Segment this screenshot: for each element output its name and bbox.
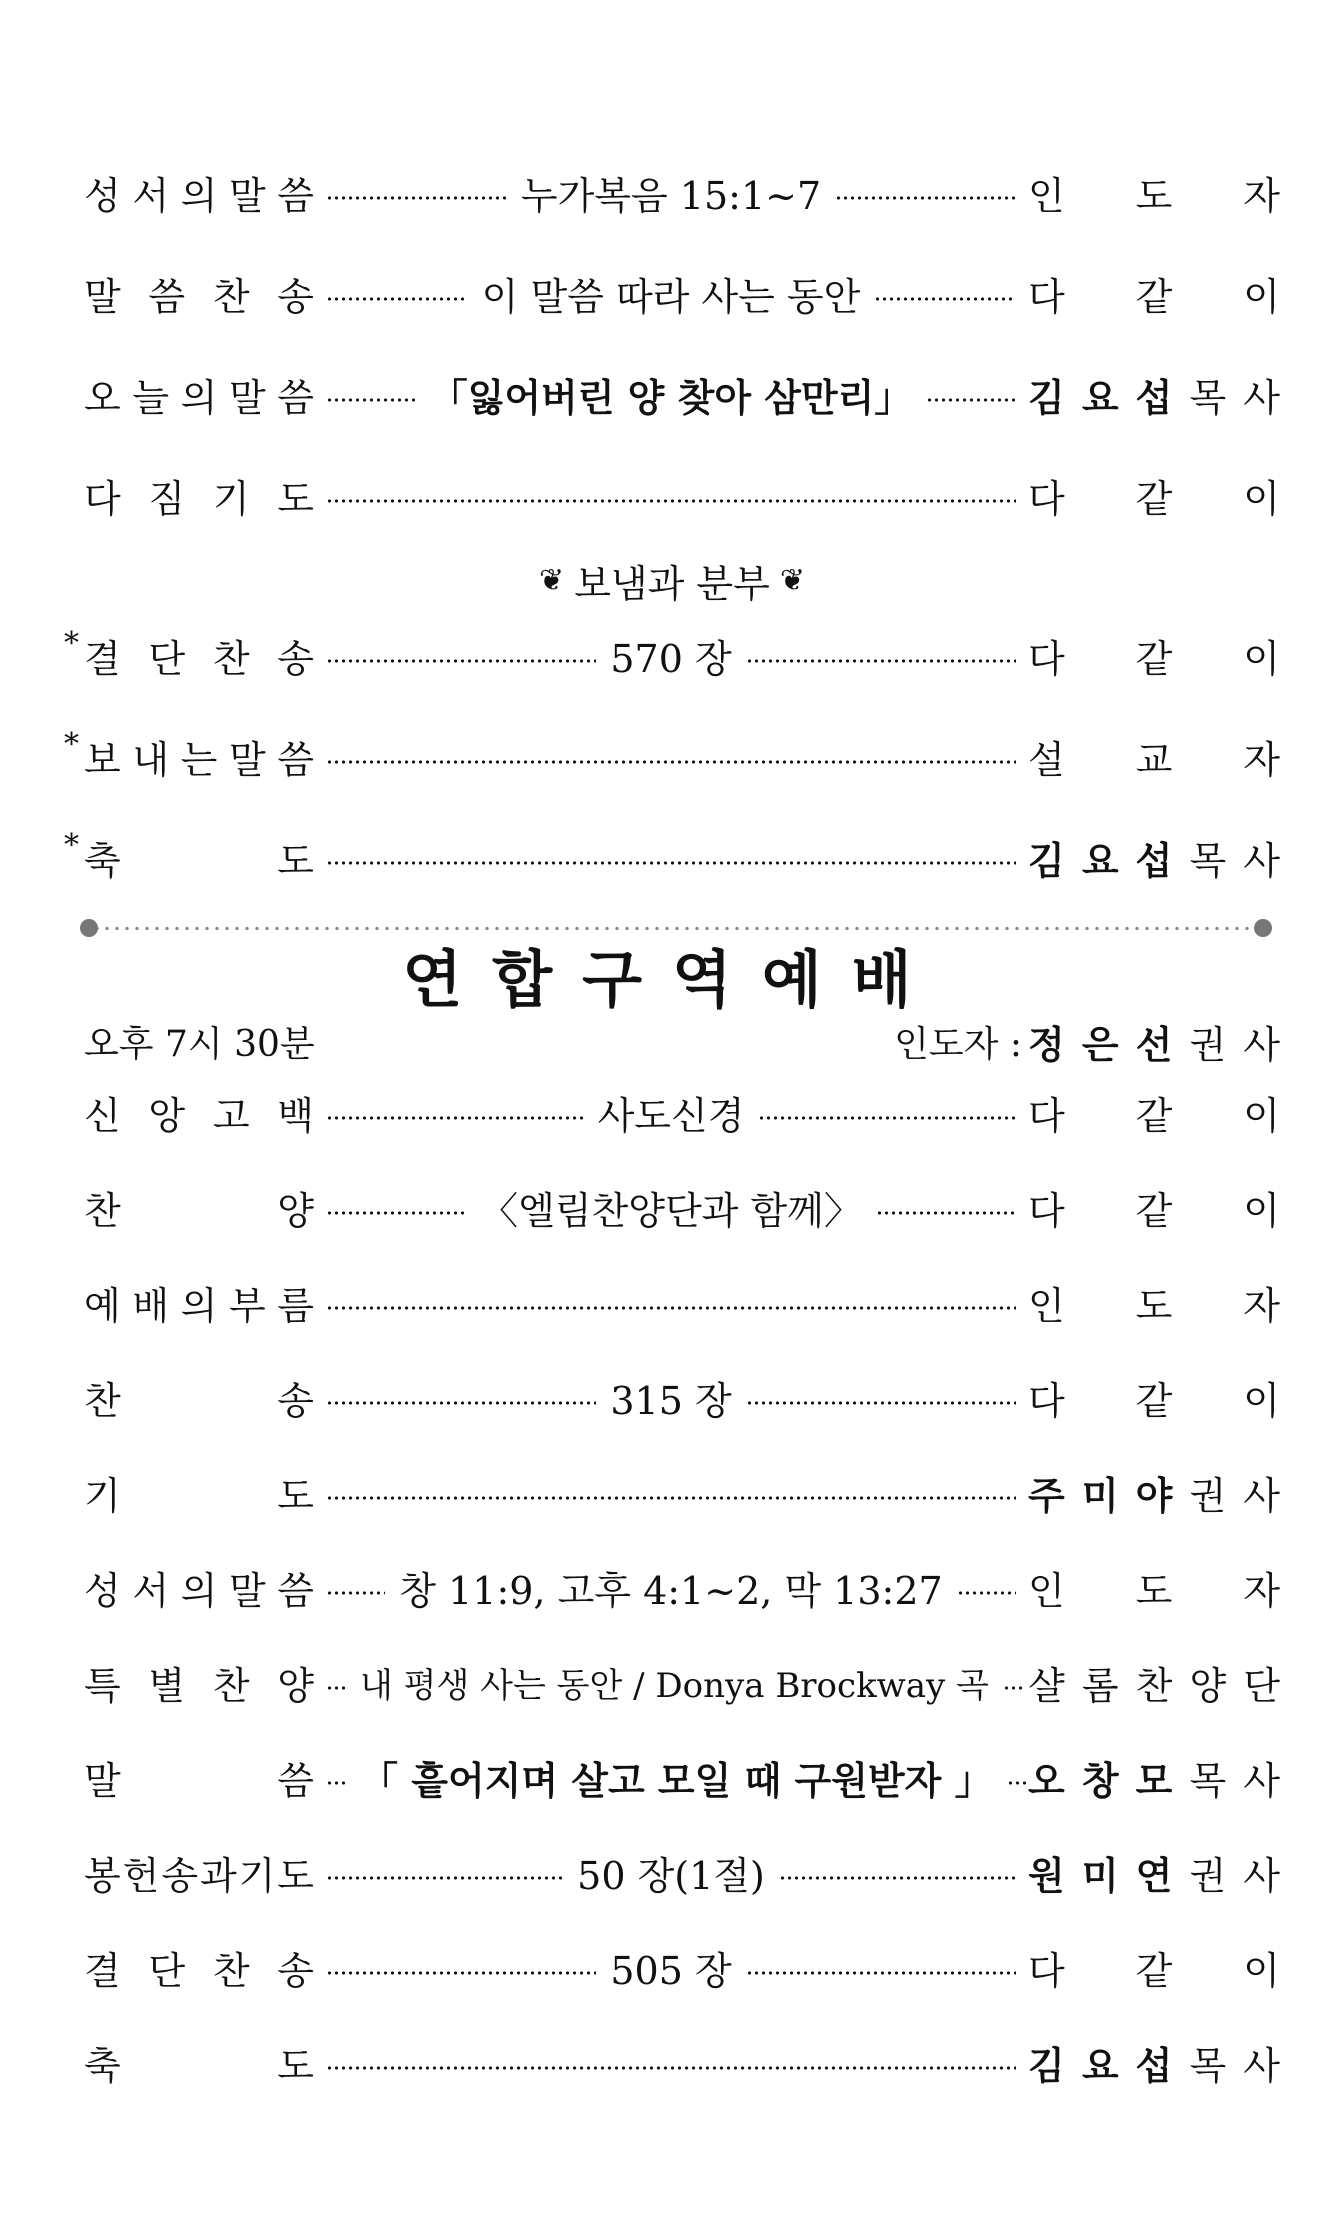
label-char: 서	[132, 1568, 170, 1613]
order-row-leader	[326, 1845, 1016, 1900]
sending-section-header	[0, 550, 1344, 610]
order-row	[84, 1367, 1280, 1427]
order-row-label	[84, 1465, 314, 1520]
order-row-person	[1028, 266, 1280, 321]
order-row-label	[84, 468, 314, 523]
order-row-content: 사도신경	[597, 1093, 745, 1138]
order-row-person	[1028, 729, 1280, 784]
person-char: 도	[1135, 173, 1173, 218]
order-row-leader	[326, 1370, 1016, 1425]
person-char: 자	[1243, 1568, 1280, 1613]
order-row-person	[1028, 1275, 1280, 1330]
order-row-leader	[326, 1658, 1016, 1707]
person-char: 다	[1028, 636, 1065, 681]
person-char: 도	[1135, 1568, 1173, 1613]
person-char: 같	[1135, 1093, 1173, 1138]
person-char: 이	[1243, 274, 1280, 319]
order-row	[84, 364, 1280, 424]
label-char: 서	[132, 173, 170, 218]
person-char: 설	[1028, 737, 1065, 782]
label-char: 양	[277, 1188, 314, 1233]
label-char: 단	[148, 1948, 186, 1993]
dot-leader	[326, 296, 468, 302]
person-char: 같	[1135, 636, 1173, 681]
person-char: 인	[1028, 173, 1065, 218]
person-char: 도	[1135, 1283, 1173, 1328]
label-char: 기	[238, 1853, 276, 1898]
order-row-person	[1028, 1750, 1280, 1805]
order-row-label	[84, 1940, 314, 1995]
divider-right-dot	[1254, 919, 1272, 937]
person-char: 다	[1028, 476, 1065, 521]
dot-leader	[326, 1875, 563, 1881]
label-char: 고	[212, 1093, 250, 1138]
right-ornament-icon: ❦	[779, 562, 805, 598]
order-row	[84, 1937, 1280, 1997]
order-row	[84, 1842, 1280, 1902]
order-row-content: 「 흩어지며 살고 모일 때 구원받자 」	[360, 1758, 993, 1803]
label-char: 성	[84, 1568, 121, 1613]
person-char: 섭	[1135, 2043, 1173, 2088]
person-char: 샬	[1028, 1663, 1065, 1708]
order-row-person	[1028, 1370, 1280, 1425]
order-row-label	[84, 1845, 314, 1900]
label-char: 찬	[212, 636, 250, 681]
dot-leader	[326, 1685, 346, 1691]
person-char: 사	[1243, 1758, 1280, 1803]
order-row	[84, 162, 1280, 222]
order-row-person	[1028, 1655, 1280, 1710]
person-char: 사	[1243, 375, 1280, 420]
label-char: 짐	[148, 476, 186, 521]
label-char: 송	[161, 1853, 199, 1898]
label-char: 의	[180, 1568, 218, 1613]
label-char: 의	[180, 173, 218, 218]
label-char: 신	[84, 1093, 121, 1138]
sending-section-title: 보냄과 분부	[574, 561, 770, 606]
label-char: 씀	[277, 737, 314, 782]
label-char: 의	[180, 375, 218, 420]
person-char: 김	[1028, 2043, 1065, 2088]
person-char: 다	[1028, 1948, 1065, 1993]
left-ornament-icon: ❦	[539, 562, 565, 598]
label-char: 말	[84, 1758, 121, 1803]
person-char: 사	[1243, 1473, 1280, 1518]
label-char: 찬	[212, 274, 250, 319]
order-row-leader	[326, 367, 1016, 422]
order-row-leader	[326, 848, 1016, 866]
label-char: 기	[84, 1473, 121, 1518]
dot-leader	[326, 195, 507, 201]
person-char: 이	[1243, 476, 1280, 521]
person-char: 권	[1189, 1853, 1227, 1898]
person-char: 자	[1243, 1283, 1280, 1328]
order-row	[84, 263, 1280, 323]
dot-leader	[758, 1115, 1016, 1121]
order-row-leader	[326, 1293, 1016, 1311]
person-char: 창	[1081, 1758, 1119, 1803]
person-char: 주	[1028, 1473, 1065, 1518]
label-char: 축	[84, 838, 121, 883]
person-char: 인	[1028, 1568, 1065, 1613]
order-row-label	[84, 1560, 314, 1615]
label-char: 기	[212, 476, 250, 521]
order-row	[84, 1177, 1280, 1237]
dot-leader	[746, 1970, 1016, 1976]
dot-leader	[746, 1400, 1016, 1406]
person-char: 이	[1243, 1378, 1280, 1423]
order-row-person	[1028, 468, 1280, 523]
dot-leader	[326, 759, 1016, 765]
label-char: 양	[277, 1663, 314, 1708]
order-row-label	[64, 827, 314, 885]
dot-leader	[326, 397, 416, 403]
required-star-marker: *	[64, 827, 79, 863]
dot-leader	[746, 658, 1016, 664]
person-char: 목	[1189, 838, 1227, 883]
service-time: 오후 7시 30분	[84, 1023, 315, 1065]
person-char: 섭	[1135, 838, 1173, 883]
required-star-marker: *	[64, 726, 79, 762]
united-service-title: 연합구역예배	[402, 943, 942, 1016]
label-char: 말	[228, 1568, 266, 1613]
label-char: 부	[228, 1283, 266, 1328]
label-char: 늘	[132, 375, 170, 420]
leader-name	[1028, 1014, 1280, 1069]
order-row-person	[1028, 1940, 1280, 1995]
order-row-label	[84, 1750, 314, 1805]
order-row-content: 50 장(1절)	[577, 1853, 765, 1898]
label-char: 백	[277, 1093, 314, 1138]
order-row-person	[1028, 1180, 1280, 1235]
order-row	[84, 1652, 1280, 1712]
person-char: 요	[1081, 838, 1119, 883]
order-row-leader	[326, 628, 1016, 683]
order-row	[84, 465, 1280, 525]
dot-leader	[926, 397, 1016, 403]
order-row-leader	[326, 1940, 1016, 1995]
order-row-content: 이 말씀 따라 사는 동안	[481, 274, 861, 319]
order-row	[64, 827, 1280, 887]
order-row	[84, 2032, 1280, 2092]
person-char: 목	[1189, 375, 1227, 420]
person-char: 김	[1028, 375, 1065, 420]
order-row	[84, 1462, 1280, 1522]
order-row-label	[84, 165, 314, 220]
person-char: 오	[1028, 1758, 1065, 1803]
order-row-label	[84, 1180, 314, 1235]
person-char: 요	[1081, 2043, 1119, 2088]
label-char: 말	[228, 173, 266, 218]
person-char: 사	[1243, 838, 1280, 883]
order-row-person	[1028, 628, 1280, 683]
person-char: 롬	[1081, 1663, 1119, 1708]
label-char: 앙	[148, 1093, 186, 1138]
person-char: 권	[1189, 1473, 1227, 1518]
divider-dotted-line	[92, 927, 1260, 930]
label-char: 씀	[148, 274, 186, 319]
person-char: 원	[1028, 1853, 1065, 1898]
dot-leader	[326, 498, 1016, 504]
dot-leader	[326, 1210, 466, 1216]
label-char: 결	[84, 1948, 121, 1993]
order-row-label	[84, 1370, 314, 1425]
order-row-content: 〈엘림찬양단과 함께〉	[480, 1188, 862, 1233]
label-char: 도	[277, 1853, 314, 1898]
order-row-person	[1028, 1560, 1280, 1615]
order-row-label	[64, 625, 314, 683]
label-char: 송	[277, 1948, 314, 1993]
label-char: 성	[84, 173, 121, 218]
person-char: 섭	[1135, 375, 1173, 420]
person-char: 이	[1243, 1188, 1280, 1233]
label-char: 의	[180, 1283, 218, 1328]
label-char: 보	[84, 737, 121, 782]
label-char: 씀	[277, 173, 314, 218]
dot-leader	[779, 1875, 1016, 1881]
dot-leader	[957, 1590, 1016, 1596]
person-char: 모	[1135, 1758, 1173, 1803]
label-char: 헌	[122, 1853, 160, 1898]
dot-leader	[874, 296, 1016, 302]
person-char: 다	[1028, 1093, 1065, 1138]
order-row	[84, 1082, 1280, 1142]
person-char: 목	[1189, 2043, 1227, 2088]
order-row-person	[1028, 165, 1280, 220]
order-row-content: 창 11:9, 고후 4:1~2, 막 13:27	[399, 1568, 943, 1613]
order-row-person	[1028, 1845, 1280, 1900]
label-char: 찬	[84, 1378, 121, 1423]
order-row-leader	[326, 1483, 1016, 1501]
person-char: 양	[1189, 1663, 1227, 1708]
order-row	[64, 625, 1280, 685]
person-char: 다	[1028, 274, 1065, 319]
label-char: 말	[84, 274, 121, 319]
order-row-leader	[326, 1750, 1016, 1805]
leader-name-char: 사	[1243, 1022, 1280, 1067]
label-char: 축	[84, 2043, 121, 2088]
leader-name-char: 정	[1028, 1022, 1065, 1067]
order-row-content: 「잃어버린 양 찾아 삼만리」	[429, 375, 913, 420]
order-row-label	[64, 726, 314, 784]
dot-leader	[326, 1590, 385, 1596]
order-row-content: 315 장	[610, 1378, 732, 1423]
required-star-marker: *	[64, 625, 79, 661]
label-char: 결	[84, 636, 121, 681]
label-char: 말	[228, 375, 266, 420]
person-char: 이	[1243, 1948, 1280, 1993]
order-row-content: 누가복음 15:1~7	[520, 173, 822, 218]
person-char: 찬	[1135, 1663, 1173, 1708]
person-char: 다	[1028, 1378, 1065, 1423]
order-row	[84, 1557, 1280, 1617]
person-char: 이	[1243, 636, 1280, 681]
person-char: 같	[1135, 1948, 1173, 1993]
order-row-content: 505 장	[610, 1948, 732, 1993]
label-char: 별	[148, 1663, 186, 1708]
leader-name-char: 은	[1081, 1022, 1119, 1067]
person-char: 사	[1243, 2043, 1280, 2088]
dot-leader	[326, 1115, 584, 1121]
order-row-content: 내 평생 사는 동안 / Donya Brockway 곡	[360, 1665, 989, 1706]
order-row-label	[84, 1275, 314, 1330]
dot-leader	[326, 1495, 1016, 1501]
dot-leader	[326, 1970, 596, 1976]
label-char: 특	[84, 1663, 121, 1708]
label-char: 찬	[212, 1663, 250, 1708]
dot-leader	[1003, 1685, 1023, 1691]
order-row-label	[84, 2035, 314, 2090]
dot-leader	[326, 1780, 346, 1786]
label-char: 는	[180, 737, 218, 782]
order-row-label	[84, 266, 314, 321]
label-char: 도	[277, 2043, 314, 2088]
order-row-leader	[326, 747, 1016, 765]
person-char: 이	[1243, 1093, 1280, 1138]
person-char: 다	[1028, 1188, 1065, 1233]
label-char: 봉	[84, 1853, 121, 1898]
label-char: 예	[84, 1283, 121, 1328]
order-row-leader	[326, 1085, 1016, 1140]
leader-name-char: 선	[1135, 1022, 1173, 1067]
order-row-leader	[326, 486, 1016, 504]
dot-leader	[326, 2065, 1016, 2071]
person-char: 사	[1243, 1853, 1280, 1898]
label-char: 도	[277, 1473, 314, 1518]
section-divider	[80, 918, 1272, 938]
order-row	[84, 1272, 1280, 1332]
dot-leader	[1007, 1780, 1027, 1786]
dot-leader	[876, 1210, 1016, 1216]
label-char: 씀	[277, 375, 314, 420]
divider-left-dot	[80, 919, 98, 937]
label-char: 씀	[277, 1758, 314, 1803]
order-row-label	[84, 1655, 314, 1710]
order-row-leader	[326, 266, 1016, 321]
order-row-leader	[326, 1180, 1016, 1235]
order-row-person	[1028, 1465, 1280, 1520]
order-row-content: 570 장	[610, 636, 732, 681]
person-char: 자	[1243, 737, 1280, 782]
order-row-person	[1028, 367, 1280, 422]
person-char: 교	[1135, 737, 1173, 782]
order-row-leader	[326, 2053, 1016, 2071]
label-char: 송	[277, 1378, 314, 1423]
label-char: 도	[277, 838, 314, 883]
united-service-subheader	[84, 1016, 1280, 1066]
label-char: 도	[277, 476, 314, 521]
dot-leader	[326, 658, 596, 664]
label-char: 말	[228, 737, 266, 782]
person-char: 같	[1135, 1188, 1173, 1233]
person-char: 김	[1028, 838, 1065, 883]
label-char: 름	[277, 1283, 314, 1328]
person-char: 미	[1081, 1473, 1119, 1518]
person-char: 연	[1135, 1853, 1173, 1898]
order-row	[84, 1747, 1280, 1807]
person-char: 야	[1135, 1473, 1173, 1518]
person-char: 같	[1135, 274, 1173, 319]
label-char: 송	[277, 274, 314, 319]
person-char: 요	[1081, 375, 1119, 420]
dot-leader	[326, 1400, 596, 1406]
person-char: 미	[1081, 1853, 1119, 1898]
label-char: 찬	[212, 1948, 250, 1993]
person-char: 같	[1135, 476, 1173, 521]
label-char: 찬	[84, 1188, 121, 1233]
service-leader	[894, 1014, 1280, 1069]
label-char: 배	[132, 1283, 170, 1328]
dot-leader	[326, 860, 1016, 866]
person-char: 자	[1243, 173, 1280, 218]
label-char: 과	[199, 1853, 237, 1898]
order-row-person	[1028, 2035, 1280, 2090]
person-char: 목	[1189, 1758, 1227, 1803]
label-char: 송	[277, 636, 314, 681]
label-char: 다	[84, 476, 121, 521]
person-char: 인	[1028, 1283, 1065, 1328]
dot-leader	[326, 1305, 1016, 1311]
order-row-label	[84, 367, 314, 422]
person-char: 단	[1243, 1663, 1280, 1708]
order-row-leader	[326, 165, 1016, 220]
order-row-label	[84, 1085, 314, 1140]
label-char: 내	[132, 737, 170, 782]
leader-name-char: 권	[1189, 1022, 1227, 1067]
label-char: 단	[148, 636, 186, 681]
label-char: 오	[84, 375, 121, 420]
label-char: 씀	[277, 1568, 314, 1613]
order-row-leader	[326, 1560, 1016, 1615]
leader-label: 인도자 :	[894, 1023, 1022, 1065]
person-char: 같	[1135, 1378, 1173, 1423]
order-row	[64, 726, 1280, 786]
order-row-person	[1028, 1085, 1280, 1140]
dot-leader	[835, 195, 1016, 201]
order-row-person	[1028, 830, 1280, 885]
